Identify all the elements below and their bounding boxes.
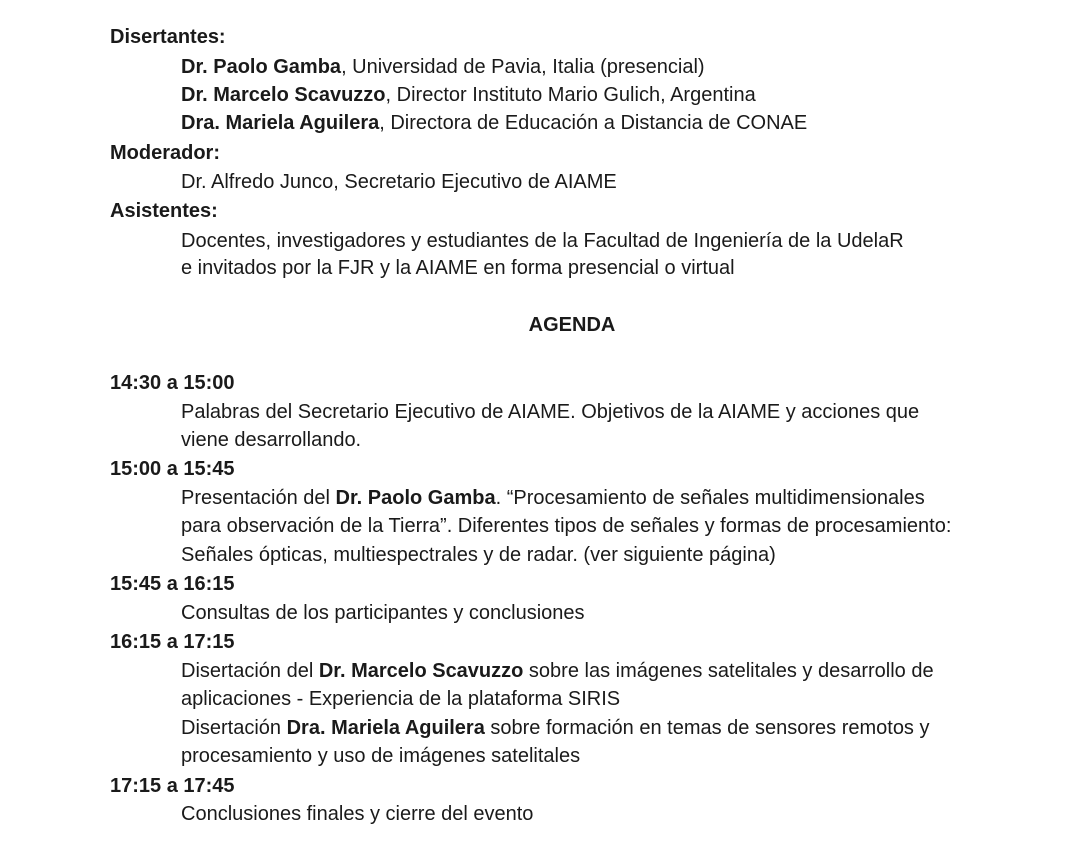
agenda-text: Conclusiones finales y cierre del evento: [181, 803, 534, 825]
text-segment: . “Procesamiento de señales multidimensionales: [495, 487, 925, 509]
agenda-text: Palabras del Secretario Ejecutivo de AIAME. Objetivos de la AIAME y acciones que: [181, 401, 920, 423]
agenda-text: viene desarrollando.: [181, 429, 362, 451]
speaker-item: [181, 111, 807, 135]
speaker-name: Dr. Marcelo Scavuzzo: [181, 84, 386, 106]
agenda-text: [181, 659, 934, 683]
speaker-detail: , Director Instituto Mario Gulich, Argentina: [385, 84, 756, 106]
agenda-text: [181, 716, 930, 740]
speaker-item: [181, 83, 756, 107]
speaker-name: Dr. Marcelo Scavuzzo: [318, 660, 524, 682]
agenda-time: 17:15 a 17:45: [110, 775, 235, 797]
text-segment: sobre las imágenes satelitales y desarrollo de: [523, 660, 934, 682]
attendees-line: Docentes, investigadores y estudiantes de la Facultad de Ingeniería de la UdelaR: [181, 230, 904, 252]
agenda-time: 15:45 a 16:15: [110, 573, 235, 595]
attendees-line: e invitados por la FJR y la AIAME en forma presencial o virtual: [181, 257, 735, 279]
speaker-item: [181, 55, 705, 79]
speaker-detail: , Directora de Educación a Distancia de CONAE: [379, 112, 808, 134]
agenda-time: 14:30 a 15:00: [110, 372, 235, 394]
text-segment: sobre formación en temas de sensores remotos y: [484, 717, 930, 739]
speaker-name: Dr. Paolo Gamba: [181, 56, 342, 78]
agenda-time: 16:15 a 17:15: [110, 631, 235, 653]
agenda-title: AGENDA: [528, 314, 616, 336]
agenda-text: procesamiento y uso de imágenes satelitales: [181, 745, 581, 767]
speaker-name: Dr. Paolo Gamba: [335, 487, 496, 509]
speaker-detail: , Universidad de Pavia, Italia (presencial): [341, 56, 705, 78]
text-segment: Disertación del: [181, 660, 319, 682]
agenda-text: aplicaciones - Experiencia de la plataforma SIRIS: [181, 688, 621, 710]
attendees-label: Asistentes:: [110, 200, 218, 222]
text-segment: Presentación del: [181, 487, 336, 509]
agenda-text: para observación de la Tierra”. Diferentes tipos de señales y formas de procesamiento:: [181, 515, 952, 537]
moderator-text: Dr. Alfredo Junco, Secretario Ejecutivo de AIAME: [181, 171, 617, 193]
text-segment: Disertación: [181, 717, 287, 739]
agenda-text: Señales ópticas, multiespectrales y de radar. (ver siguiente página): [181, 544, 776, 566]
speakers-label: Disertantes:: [110, 26, 226, 48]
agenda-time: 15:00 a 15:45: [110, 458, 235, 480]
moderator-label: Moderador:: [110, 142, 220, 164]
speaker-name: Dra. Mariela Aguilera: [181, 112, 380, 134]
speaker-name: Dra. Mariela Aguilera: [286, 717, 485, 739]
agenda-text: [181, 486, 925, 510]
agenda-text: Consultas de los participantes y conclusiones: [181, 602, 585, 624]
